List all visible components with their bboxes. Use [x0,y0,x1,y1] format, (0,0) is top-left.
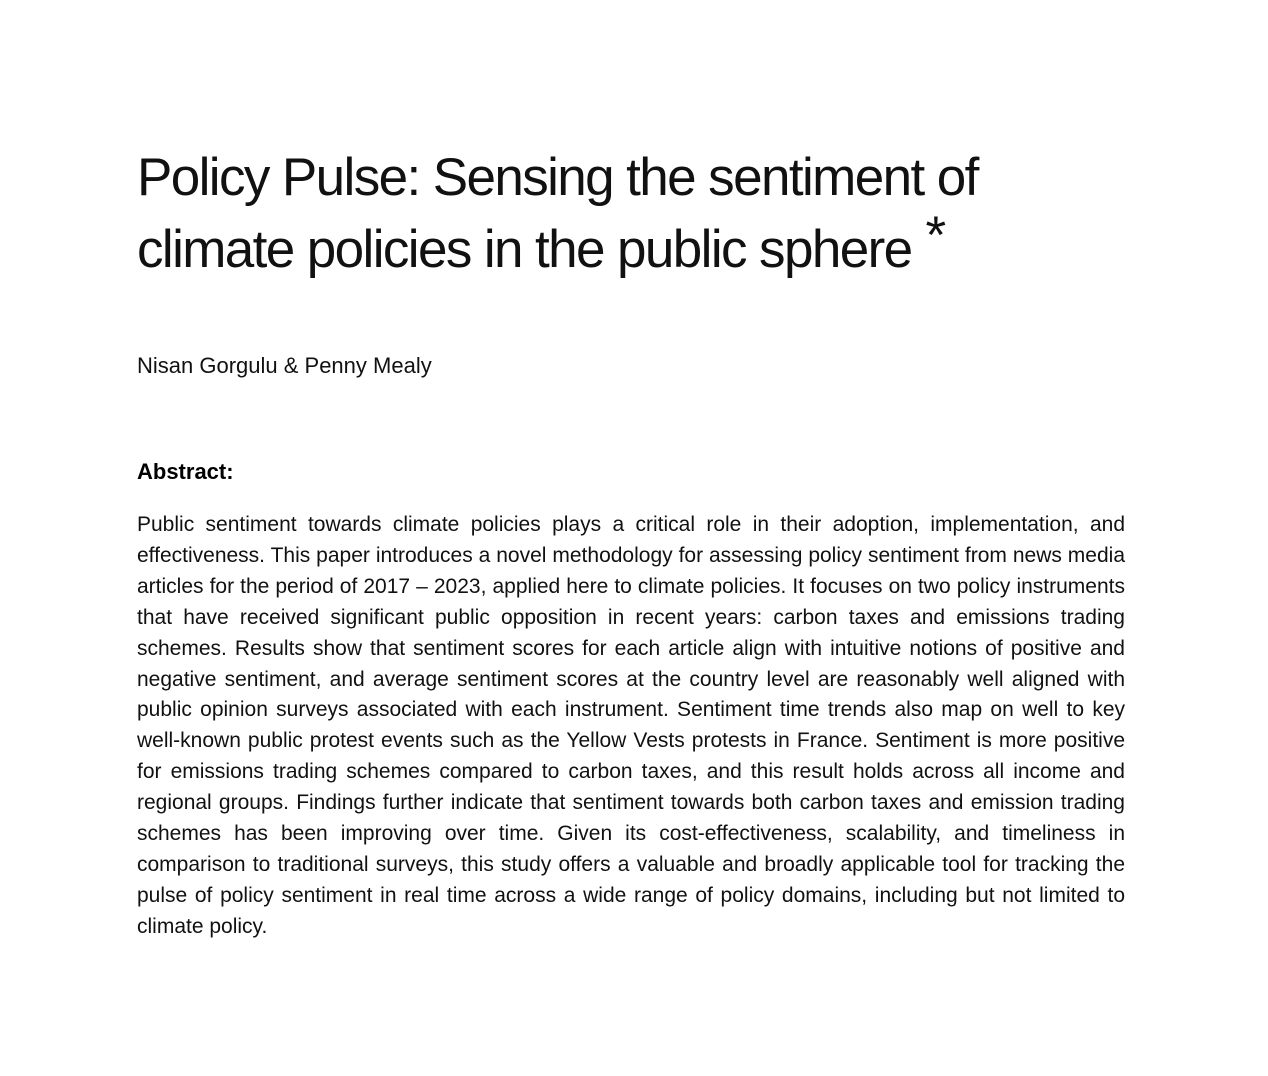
paper-title-text: Policy Pulse: Sensing the sentiment of climate policies in the public sphere [137,148,978,279]
paper-title [137,142,1125,286]
title-footnote-marker: * [925,206,945,265]
abstract-text: Public sentiment towards climate policies plays a critical role in their adoption, implementation, and effectiveness. This paper introduces a novel methodology for assessing policy sentiment from news media articles for the period of 2017 – 2023, applied here to climate policies. It focuses on two policy instruments that have received significant public opposition in recent years: carbon taxes and emissions trading schemes. Results show that sentiment scores for each article align with intuitive notions of positive and negative sentiment, and average sentiment scores at the country level are reasonably well aligned with public opinion surveys associated with each instrument. Sentiment time trends also map on well to key well-known public protest events such as the Yellow Vests protests in France. Sentiment is more positive for emissions trading schemes compared to carbon taxes, and this result holds across all income and regional groups. Findings further indicate that sentiment towards both carbon taxes and emission trading schemes has been improving over time. Given its cost-effectiveness, scalability, and timeliness in comparison to traditional surveys, this study offers a valuable and broadly applicable tool for tracking the pulse of policy sentiment in real time across a wide range of policy domains, including but not limited to climate policy. [137,513,1125,938]
author-list: Nisan Gorgulu & Penny Mealy [137,353,432,378]
abstract-heading: Abstract: [137,459,234,484]
